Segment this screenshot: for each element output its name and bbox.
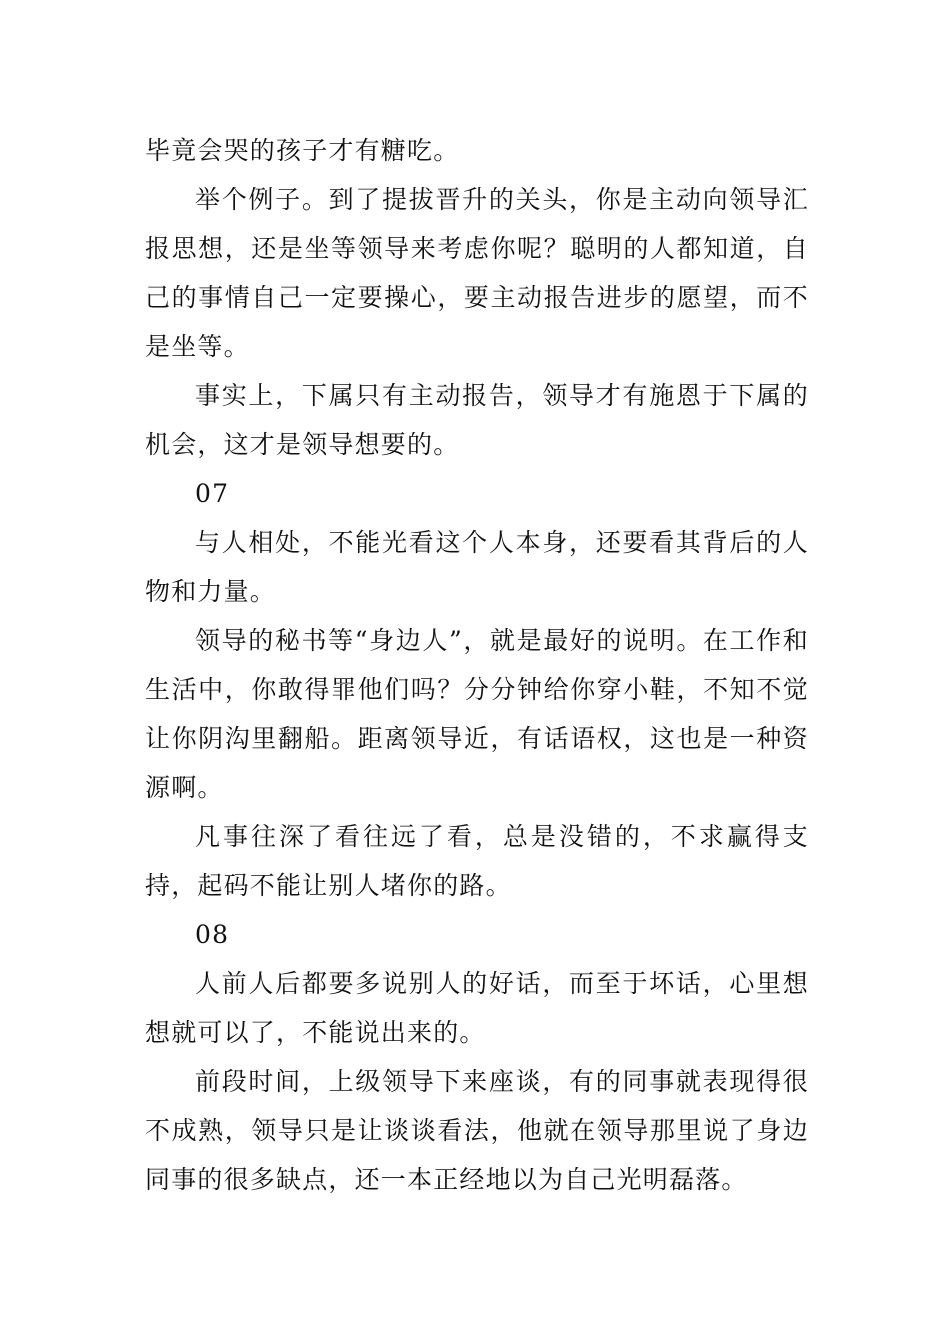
paragraph: 前段时间，上级领导下来座谈，有的同事就表现得很不成熟，领导只是让谈谈看法，他就在领导那里说了身边同事的很多缺点，还一本正经地以为自己光明磊落。 [145,1067,809,1194]
paragraph: 毕竟会哭的孩子才有糖吃。 [145,136,460,165]
paragraph: 领导的秘书等“身边人”，就是最好的说明。在工作和生活中，你敢得罪他们吗？分分钟给你穿小鞋，不知不觉让你阴沟里翻船。距离领导近，有话语权，这也是一种资源啊。 [145,626,809,802]
document-body [145,126,809,1204]
paragraph: 凡事往深了看往远了看，总是没错的，不求赢得支持，起码不能让别人堵你的路。 [145,822,809,900]
paragraph: 事实上，下属只有主动报告，领导才有施恩于下属的机会，这才是领导想要的。 [145,381,809,459]
section-number: 07 [195,479,230,508]
paragraph: 与人相处，不能光看这个人本身，还要看其背后的人物和力量。 [145,528,809,606]
section-number: 08 [195,920,230,949]
paragraph: 人前人后都要多说别人的好话，而至于坏话，心里想想就可以了，不能说出来的。 [145,969,809,1047]
paragraph: 举个例子。到了提拔晋升的关头，你是主动向领导汇报思想，还是坐等领导来考虑你呢？聪明的人都知道，自己的事情自己一定要操心，要主动报告进步的愿望，而不是坐等。 [145,185,809,361]
